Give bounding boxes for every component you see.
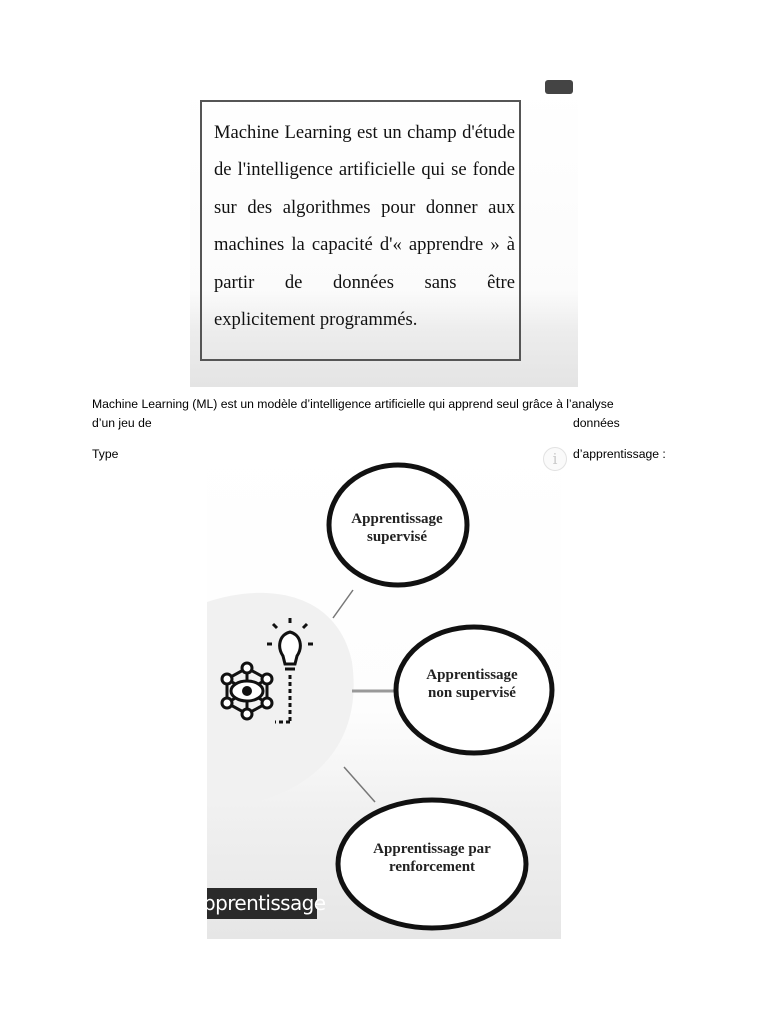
paragraph-line-2-right: données bbox=[573, 416, 620, 430]
label-supervise-line1: Apprentissage bbox=[351, 511, 443, 527]
learning-types-diagram bbox=[203, 432, 561, 939]
connector-supervise bbox=[333, 590, 353, 618]
paragraph-line-2-left: d’un jeu de bbox=[92, 416, 152, 430]
label-renforcement-line2: renforcement bbox=[388, 859, 476, 875]
label-non-supervise-line2: non supervisé bbox=[428, 685, 516, 701]
label-supervise bbox=[337, 510, 457, 546]
label-non-supervise-line1: Apprentissage bbox=[426, 667, 518, 683]
info-icon[interactable]: i bbox=[543, 447, 567, 471]
label-supervise-line2: supervisé bbox=[367, 529, 427, 545]
label-non-supervise bbox=[407, 666, 537, 702]
definition-text: Machine Learning est un champ d'étude de l'intelligence artificielle qui se fonde sur des algorithmes pour donner aux machines la capacité d'« apprendre » à partir de données sans être explicitement programmés. bbox=[214, 122, 515, 331]
paragraph-line-3-left: Type bbox=[92, 447, 119, 461]
paragraph-line-3-right: d’apprentissage : bbox=[573, 447, 666, 461]
label-renforcement bbox=[352, 840, 512, 876]
definition-image bbox=[190, 86, 578, 387]
paragraph-line-1: Machine Learning (ML) est un modèle d’intelligence artificielle qui apprend seul grâce à l’analyse bbox=[92, 397, 614, 411]
connector-renforcement bbox=[344, 767, 375, 802]
eye-icon bbox=[231, 681, 263, 701]
image-tab-marker bbox=[545, 80, 573, 94]
video-caption: pprentissage bbox=[207, 888, 317, 919]
definition-box bbox=[200, 100, 521, 361]
label-renforcement-line1: Apprentissage par bbox=[373, 841, 491, 857]
